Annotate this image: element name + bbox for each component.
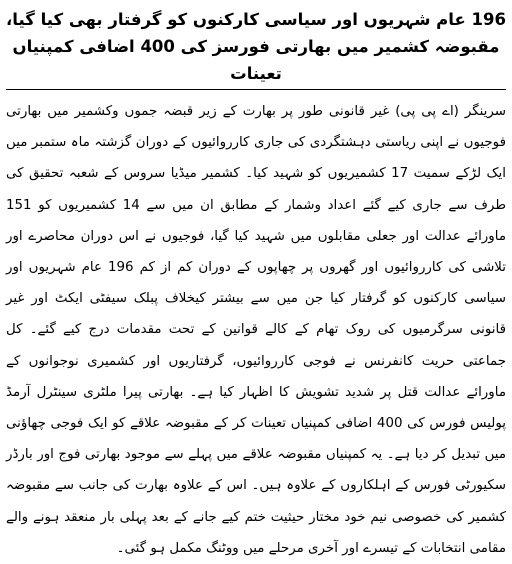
headline-divider <box>6 89 506 90</box>
article-body: سرینگر (اے پی پی) غیر قانونی طور پر بھارت کے زیر قبضہ جموں وکشمیر میں بھارتی فوجیوں نے اپنی ریاستی دہشتگردی کی جاری کارروائیوں کے دوران گزشتہ ماہ ستمبر میں ایک لڑکے سمیت 17 کشمیریوں کو شہید کیا۔ کشمیر میڈیا سروس کے شعبہ تحقیق کی طرف سے جاری کیے گئے اعداد وشمار کے مطابق ان میں سے 14 کشمیریوں کو 151 ماورائے عدالت اور جعلی مقابلوں میں شہید کیا گیا، فوجیوں نے اس دوران محاصرے اور تلاشی کی کارروائیوں اور گھروں پر چھاپوں کے دوران کم از کم 196 عام شہریوں اور سیاسی کارکنوں کو گرفتار کیا جن میں سے بیشتر کیخلاف پبلک سیفٹی ایکٹ اور غیر قانونی سرگرمیوں کی روک تھام کے کالے قوانین کے تحت مقدمات درج کیے گئے۔ کل جماعتی حریت کانفرنس نے فوجی کارروائیوں، گرفتاریوں اور کشمیری نوجوانوں کے ماورائے عدالت قتل پر شدید تشویش کا اظہار کیا ہے۔ بھارتی پیرا ملٹری سینٹرل آرمڈ پولیس فورس کی 400 اضافی کمپنیاں تعینات کر کے مقبوضہ علاقے کو ایک فوجی چھاؤنی میں تبدیل کر دیا ہے۔ یہ کمپنیاں مقبوضہ علاقے میں پہلے سے موجود بھارتی فوج اور بارڈر سکیورٹی فورس کے اہلکاروں کے علاوہ ہیں۔ اس کے علاوہ بھارت کی جانب سے مقبوضہ کشمیر کی خصوصی نیم خود مختار حیثیت ختم کیے جانے کے بعد پہلی بار منعقد ہونے والے مقامی انتخابات کے تیسرے اور آخری مرحلے میں ووٹنگ مکمل ہو گئی۔ <box>6 104 507 556</box>
headline: 196 عام شہریوں اور سیاسی کارکنوں کو گرفتار بھی کیا گیا، مقبوضہ کشمیر میں بھارتی فورسز کی 400 اضافی کمپنیاں تعینات <box>6 10 506 83</box>
